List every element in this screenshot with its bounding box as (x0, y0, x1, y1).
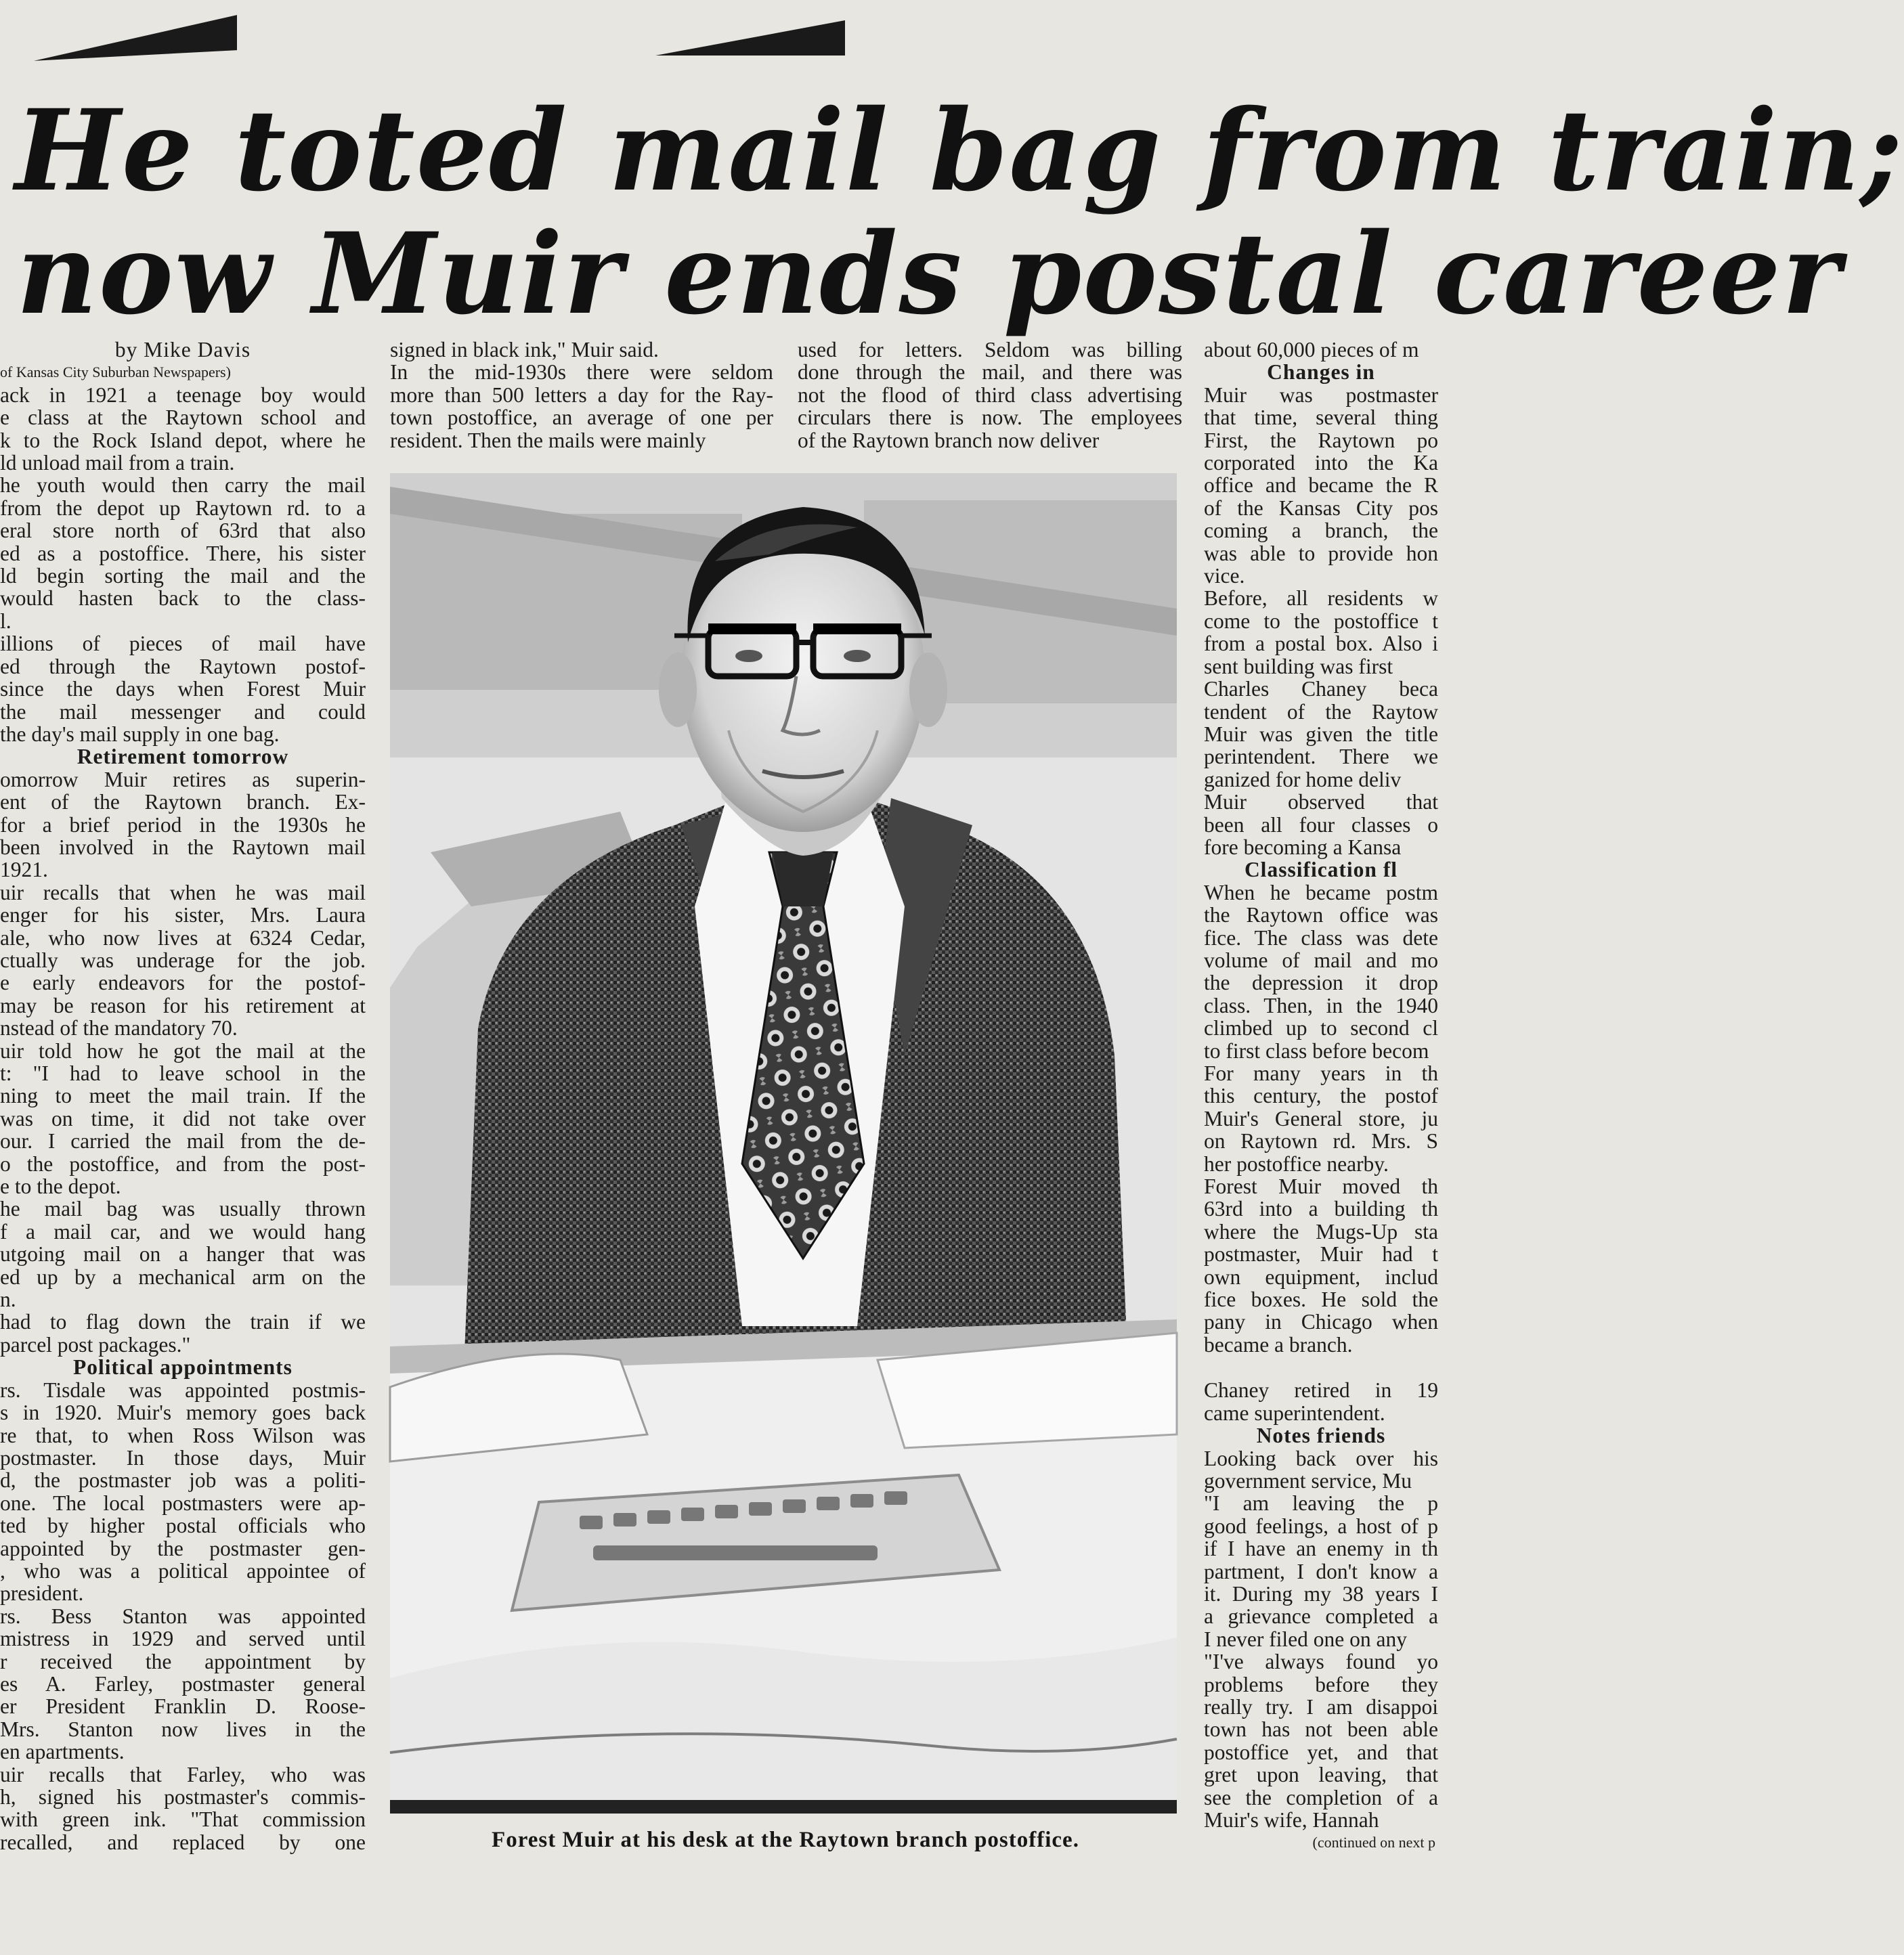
article-line: "I've always found yo (1204, 1650, 1438, 1674)
article-line: done through the mail, and there was (798, 360, 1182, 385)
article-line: fore becoming a Kansa (1204, 835, 1402, 859)
article-line: rs. Bess Stanton was appointed (0, 1604, 366, 1628)
article-line: would hasten back to the class- (0, 586, 366, 611)
article-line: volume of mail and mo (1204, 948, 1438, 972)
article-line: was on time, it did not take over (0, 1106, 366, 1130)
article-line: a grievance completed a (1204, 1604, 1438, 1629)
article-line: sent building was first (1204, 654, 1393, 678)
article-line: I never filed one on any (1204, 1627, 1408, 1651)
decorative-wedge-left (34, 15, 237, 61)
section-subhead: Changes in (1267, 360, 1375, 385)
article-line: t: "I had to leave school in the (0, 1061, 366, 1085)
article-line: ale, who now lives at 6324 Cedar, (0, 925, 366, 950)
article-line: parcel post packages." (0, 1332, 191, 1357)
article-line: ning to meet the mail train. If the (0, 1084, 366, 1108)
article-line: n. (0, 1288, 16, 1312)
article-line: with green ink. "That commission (0, 1807, 366, 1832)
article-line: postmaster, Muir had t (1204, 1242, 1438, 1267)
decorative-wedge-right (655, 20, 845, 56)
article-line: , who was a political appointee of (0, 1558, 366, 1583)
article-line: to first class before becom (1204, 1038, 1429, 1063)
article-line: became a branch. (1204, 1332, 1353, 1357)
article-line: Muir was given the title (1204, 722, 1438, 746)
article-line: president. (0, 1581, 84, 1606)
article-line: rs. Tisdale was appointed postmis- (0, 1378, 366, 1402)
article-line: uir told how he got the mail at the (0, 1038, 366, 1063)
article-line: office and became the R (1204, 473, 1438, 498)
article-line: h, signed his postmaster's commis- (0, 1785, 366, 1809)
article-line: was able to provide hon (1204, 541, 1438, 565)
article-line: if I have an enemy in th (1204, 1537, 1438, 1561)
article-line: s in 1920. Muir's memory goes back (0, 1401, 366, 1425)
article-line: perintendent. There we (1204, 745, 1438, 769)
article-line: ld unload mail from a train. (0, 451, 235, 475)
article-line: town has not been able (1204, 1717, 1438, 1742)
article-line: where the Mugs-Up sta (1204, 1219, 1438, 1244)
article-line: resident. Then the mails were mainly (390, 428, 706, 452)
article-line: e to the depot. (0, 1174, 121, 1199)
article-line: ganized for home deliv (1204, 767, 1402, 791)
article-line: omorrow Muir retires as superin- (0, 767, 366, 791)
article-line: ack in 1921 a teenage boy would (0, 382, 366, 407)
article-line: utgoing mail on a hanger that was (0, 1242, 366, 1267)
article-line: Forest Muir moved th (1204, 1174, 1438, 1199)
portrait-photo (390, 473, 1177, 1814)
article-line: 1921. (0, 858, 48, 882)
article-line: partment, I don't know a (1204, 1559, 1438, 1583)
article-line: e class at the Raytown school and (0, 405, 366, 430)
article-line: f a mail car, and we would hang (0, 1219, 366, 1244)
article-line: appointed by the postmaster gen- (0, 1536, 366, 1560)
article-line: illions of pieces of mail have (0, 632, 366, 656)
article-line: enger for his sister, Mrs. Laura (0, 903, 366, 927)
article-line: come to the postoffice t (1204, 609, 1438, 633)
photo-caption: Forest Muir at his desk at the Raytown branch postoffice. (492, 1828, 1079, 1852)
article-column-1 (0, 338, 366, 1853)
article-line: not the flood of third class advertising (798, 382, 1182, 407)
article-line: Charles Chaney beca (1204, 677, 1438, 701)
article-line: her postoffice nearby. (1204, 1151, 1389, 1176)
article-line: en apartments. (0, 1740, 125, 1764)
article-line: vice. (1204, 564, 1245, 588)
article-column-3 (798, 338, 1182, 460)
article-line: For many years in th (1204, 1061, 1438, 1085)
article-line: d, the postmaster job was a politi- (0, 1468, 366, 1493)
continued-notice: (continued on next p (1312, 1834, 1435, 1851)
column-2-lines (390, 338, 773, 452)
article-line: of the Raytown branch now deliver (798, 428, 1100, 452)
headline-line-1: He toted mail bag from train; (15, 85, 1904, 216)
article-column-4 (1204, 338, 1438, 1868)
article-line: circulars there is now. The employees (798, 405, 1182, 430)
article-line: one. The local postmasters were ap- (0, 1491, 366, 1515)
article-line: been involved in the Raytown mail (0, 835, 366, 859)
article-line: since the days when Forest Muir (0, 677, 366, 701)
article-line: In the mid-1930s there were seldom (390, 360, 773, 385)
byline: by Mike Davis (114, 338, 251, 361)
article-line: ld begin sorting the mail and the (0, 564, 366, 588)
article-line: it. During my 38 years I (1204, 1581, 1438, 1606)
article-line: for a brief period in the 1930s he (0, 812, 366, 837)
article-line: had to flag down the train if we (0, 1310, 366, 1334)
article-line: 63rd into a building th (1204, 1197, 1438, 1221)
article-line: o the postoffice, and from the post- (0, 1151, 366, 1176)
article-line: First, the Raytown po (1204, 428, 1438, 452)
article-line: he youth would then carry the mail (0, 473, 366, 498)
article-line: fice. The class was dete (1204, 925, 1438, 950)
article-line: tendent of the Raytow (1204, 699, 1438, 724)
column-4-lines (1204, 338, 1438, 1831)
column-1-lines (0, 384, 366, 1853)
article-line: eral store north of 63rd that also (0, 519, 366, 543)
article-line: came superintendent. (1204, 1401, 1385, 1425)
article-line: government service, Mu (1204, 1468, 1412, 1493)
article-line: "I am leaving the p (1204, 1491, 1438, 1516)
portrait-illustration (390, 473, 1177, 1814)
article-line: climbed up to second cl (1204, 1016, 1438, 1040)
article-line: Before, all residents w (1204, 586, 1438, 611)
article-line: he mail bag was usually thrown (0, 1197, 366, 1221)
article-line: er President Franklin D. Roose- (0, 1694, 366, 1719)
article-line: Mrs. Stanton now lives in the (0, 1717, 366, 1741)
article-line: fice boxes. He sold the (1204, 1288, 1438, 1312)
article-line: r received the appointment by (0, 1649, 366, 1673)
article-line: e early endeavors for the postof- (0, 971, 366, 995)
article-line: postoffice yet, and that (1204, 1740, 1438, 1764)
article-line: pany in Chicago when (1204, 1310, 1438, 1334)
article-line: ctually was underage for the job. (0, 948, 366, 972)
article-line: uir recalls that when he was mail (0, 880, 366, 904)
article-line: the Raytown office was (1204, 903, 1438, 927)
article-line: on Raytown rd. Mrs. S (1204, 1129, 1438, 1154)
article-line: the day's mail supply in one bag. (0, 722, 280, 746)
article-line: see the completion of a (1204, 1785, 1438, 1809)
article-line: this century, the postof (1204, 1084, 1438, 1108)
article-line: problems before they (1204, 1672, 1438, 1696)
article-line: nstead of the mandatory 70. (0, 1016, 238, 1040)
article-line: coming a branch, the (1204, 519, 1438, 543)
article-line: postmaster. In those days, Muir (0, 1445, 366, 1470)
article-line: re that, to when Ross Wilson was (0, 1423, 366, 1447)
article-line: ed through the Raytown postof- (0, 654, 366, 678)
article-line: from the depot up Raytown rd. to a (0, 496, 366, 520)
article-line: Chaney retired in 19 (1204, 1378, 1438, 1403)
article-line: ed as a postoffice. There, his sister (0, 541, 366, 565)
article-line: mistress in 1929 and served until (0, 1627, 366, 1651)
article-line: es A. Farley, postmaster general (0, 1671, 366, 1696)
article-line: When he became postm (1204, 880, 1438, 904)
section-subhead: Political appointments (73, 1355, 293, 1380)
article-line: own equipment, includ (1204, 1265, 1438, 1289)
article-column-2 (390, 338, 773, 460)
article-line: been all four classes o (1204, 812, 1438, 837)
article-line: the depression it drop (1204, 971, 1438, 995)
article-line: our. I carried the mail from the de- (0, 1129, 366, 1154)
section-subhead: Retirement tomorrow (77, 745, 289, 769)
article-line (1204, 1356, 1438, 1379)
headline-line-2: now Muir ends postal career (16, 208, 1842, 339)
article-line: l. (0, 609, 12, 633)
article-line: signed in black ink," Muir said. (390, 338, 659, 361)
article-line: good feelings, a host of p (1204, 1514, 1438, 1538)
article-line: class. Then, in the 1940 (1204, 993, 1438, 1017)
column-3-lines (798, 338, 1182, 452)
article-line: recalled, and replaced by one (0, 1830, 366, 1854)
article-line: about 60,000 pieces of m (1204, 338, 1419, 361)
byline-credit: of Kansas City Suburban Newspapers) (0, 364, 231, 381)
article-line: Looking back over his (1204, 1446, 1438, 1470)
article-line: Muir's General store, ju (1204, 1106, 1438, 1130)
article-line: ted by higher postal officials who (0, 1514, 366, 1538)
article-line: town postoffice, an average of one per (390, 405, 773, 430)
article-line: k to the Rock Island depot, where he (0, 428, 366, 452)
article-line: uir recalls that Farley, who was (0, 1762, 366, 1786)
article-line: from a postal box. Also i (1204, 632, 1438, 656)
article-line: ent of the Raytown branch. Ex- (0, 790, 366, 814)
article-line: more than 500 letters a day for the Ray- (390, 382, 773, 407)
article-line: used for letters. Seldom was billing (798, 338, 1182, 361)
article-line: that time, several thing (1204, 405, 1438, 430)
article-line: ed up by a mechanical arm on the (0, 1265, 366, 1289)
article-line: may be reason for his retirement at (0, 993, 366, 1017)
article-line: corporated into the Ka (1204, 451, 1438, 475)
section-subhead: Notes friends (1256, 1424, 1386, 1448)
article-line: gret upon leaving, that (1204, 1763, 1438, 1787)
article-line: the mail messenger and could (0, 699, 366, 724)
article-line: of the Kansas City pos (1204, 496, 1438, 520)
article-line: really try. I am disappoi (1204, 1694, 1438, 1719)
article-line: Muir observed that (1204, 790, 1438, 814)
article-line: Muir was postmaster (1204, 382, 1438, 407)
article-line: Muir's wife, Hannah (1204, 1808, 1379, 1832)
section-subhead: Classification fl (1244, 858, 1398, 882)
